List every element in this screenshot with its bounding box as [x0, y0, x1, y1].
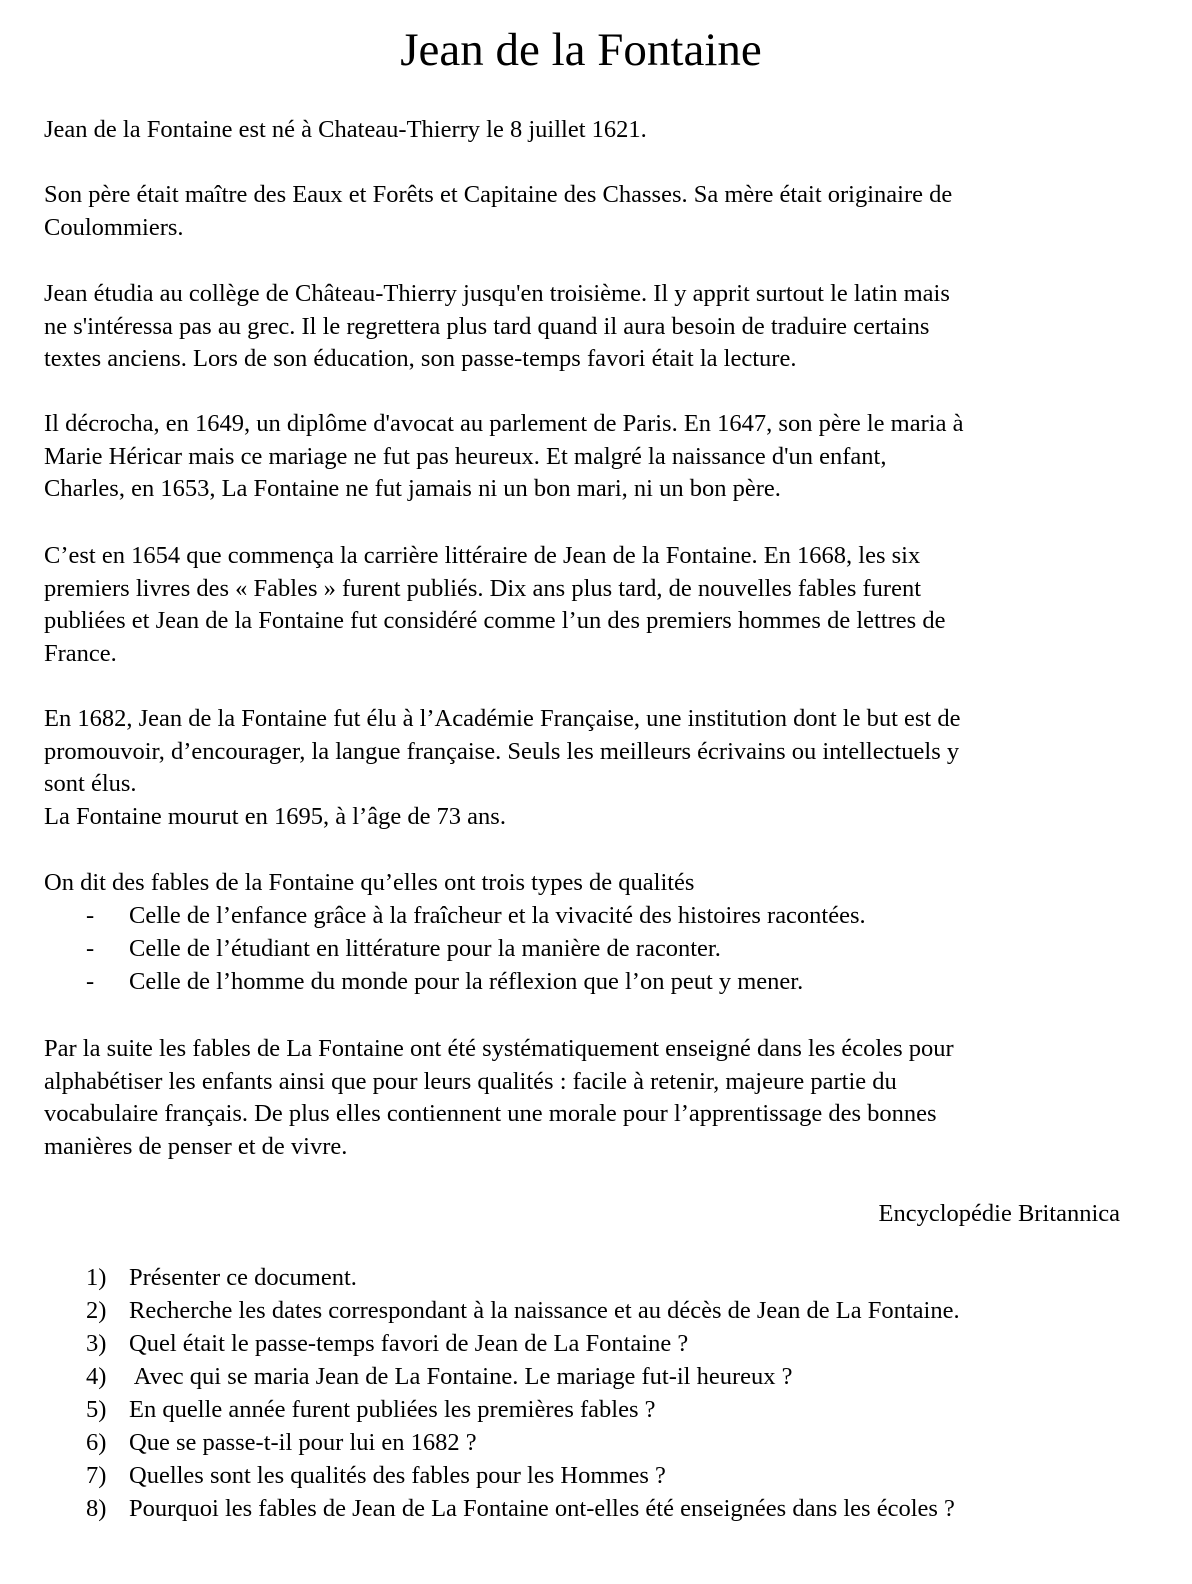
list-item: Celle de l’homme du monde pour la réflexion que l’on peut y mener.: [129, 968, 804, 995]
source-citation: Encyclopédie Britannica: [878, 1200, 1120, 1227]
text-line: sont élus.: [44, 770, 137, 797]
list-item: Celle de l’enfance grâce à la fraîcheur et la vivacité des histoires racontées.: [129, 902, 866, 929]
text-line: Son père était maître des Eaux et Forêts et Capitaine des Chasses. Sa mère était originaire de: [44, 181, 953, 208]
list-marker: -: [86, 935, 95, 962]
paragraph-teaching: [44, 1033, 1134, 1163]
question-number: 8): [86, 1495, 107, 1522]
list-marker: -: [86, 968, 95, 995]
text-line: vocabulaire français. De plus elles contiennent une morale pour l’apprentissage des bonnes: [44, 1100, 937, 1127]
question-text: Recherche les dates correspondant à la naissance et au décès de Jean de La Fontaine.: [129, 1297, 960, 1324]
question-text: Pourquoi les fables de Jean de La Fontaine ont-elles été enseignées dans les écoles ?: [129, 1495, 955, 1522]
paragraph-education: [44, 278, 1134, 376]
paragraph-academie: [44, 703, 1134, 833]
paragraph-marriage: [44, 408, 1134, 506]
text-line: publiées et Jean de la Fontaine fut considéré comme l’un des premiers hommes de lettres de: [44, 607, 946, 634]
page-title: Jean de la Fontaine: [400, 24, 762, 76]
text-line: Il décrocha, en 1649, un diplôme d'avocat au parlement de Paris. En 1647, son père le maria à: [44, 410, 964, 437]
text-line: manières de penser et de vivre.: [44, 1132, 348, 1160]
paragraph-parents: [44, 179, 1134, 244]
question-text: Quel était le passe-temps favori de Jean de La Fontaine ?: [129, 1330, 689, 1357]
text-line: Par la suite les fables de La Fontaine ont été systématiquement enseigné dans les écoles pour: [44, 1035, 954, 1062]
question-text: Avec qui se maria Jean de La Fontaine. Le mariage fut-il heureux ?: [129, 1363, 793, 1390]
question-number: 6): [86, 1429, 107, 1456]
list-marker: -: [86, 902, 95, 929]
text-line: En 1682, Jean de la Fontaine fut élu à l’Académie Française, une institution dont le but est de: [44, 705, 961, 732]
text-line: Marie Héricar mais ce mariage ne fut pas heureux. Et malgré la naissance d'un enfant,: [44, 442, 887, 470]
text-line: Charles, en 1653, La Fontaine ne fut jamais ni un bon mari, ni un bon père.: [44, 475, 781, 502]
question-number: 5): [86, 1396, 107, 1423]
question-number: 7): [86, 1462, 107, 1489]
list-item: Celle de l’étudiant en littérature pour la manière de raconter.: [129, 935, 721, 962]
text-line: C’est en 1654 que commença la carrière littéraire de Jean de la Fontaine. En 1668, les six: [44, 542, 921, 569]
text-line: France.: [44, 639, 117, 667]
question-number: 1): [86, 1264, 107, 1291]
question-text: Présenter ce document.: [129, 1264, 357, 1291]
question-number: 2): [86, 1297, 107, 1324]
text-line: ne s'intéressa pas au grec. Il le regrettera plus tard quand il aura besoin de traduire certains: [44, 312, 930, 340]
text-line: Jean de la Fontaine est né à Chateau-Thierry le 8 juillet 1621.: [44, 116, 647, 143]
question-text: Quelles sont les qualités des fables pour les Hommes ?: [129, 1462, 666, 1489]
text-line: textes anciens. Lors de son éducation, son passe-temps favori était la lecture.: [44, 345, 797, 372]
text-line: Jean étudia au collège de Château-Thierry jusqu'en troisième. Il y apprit surtout le latin mais: [44, 280, 950, 307]
text-line: premiers livres des « Fables » furent publiés. Dix ans plus tard, de nouvelles fables furent: [44, 574, 922, 602]
question-number: 3): [86, 1330, 107, 1357]
text-line: promouvoir, d’encourager, la langue française. Seuls les meilleurs écrivains ou intellectuels y: [44, 737, 960, 765]
text-line: Coulommiers.: [44, 213, 184, 241]
question-text: En quelle année furent publiées les premières fables ?: [129, 1396, 656, 1423]
question-number: 4): [86, 1363, 107, 1390]
text-line: On dit des fables de la Fontaine qu’elles ont trois types de qualités: [44, 869, 695, 896]
text-line: La Fontaine mourut en 1695, à l’âge de 73 ans.: [44, 802, 506, 830]
paragraph-birth: [44, 114, 1134, 147]
paragraph-career: [44, 540, 1134, 670]
question-text: Que se passe-t-il pour lui en 1682 ?: [129, 1429, 477, 1456]
text-line: alphabétiser les enfants ainsi que pour leurs qualités : facile à retenir, majeure partie du: [44, 1067, 897, 1095]
paragraph-qualities-intro: [44, 867, 1134, 900]
